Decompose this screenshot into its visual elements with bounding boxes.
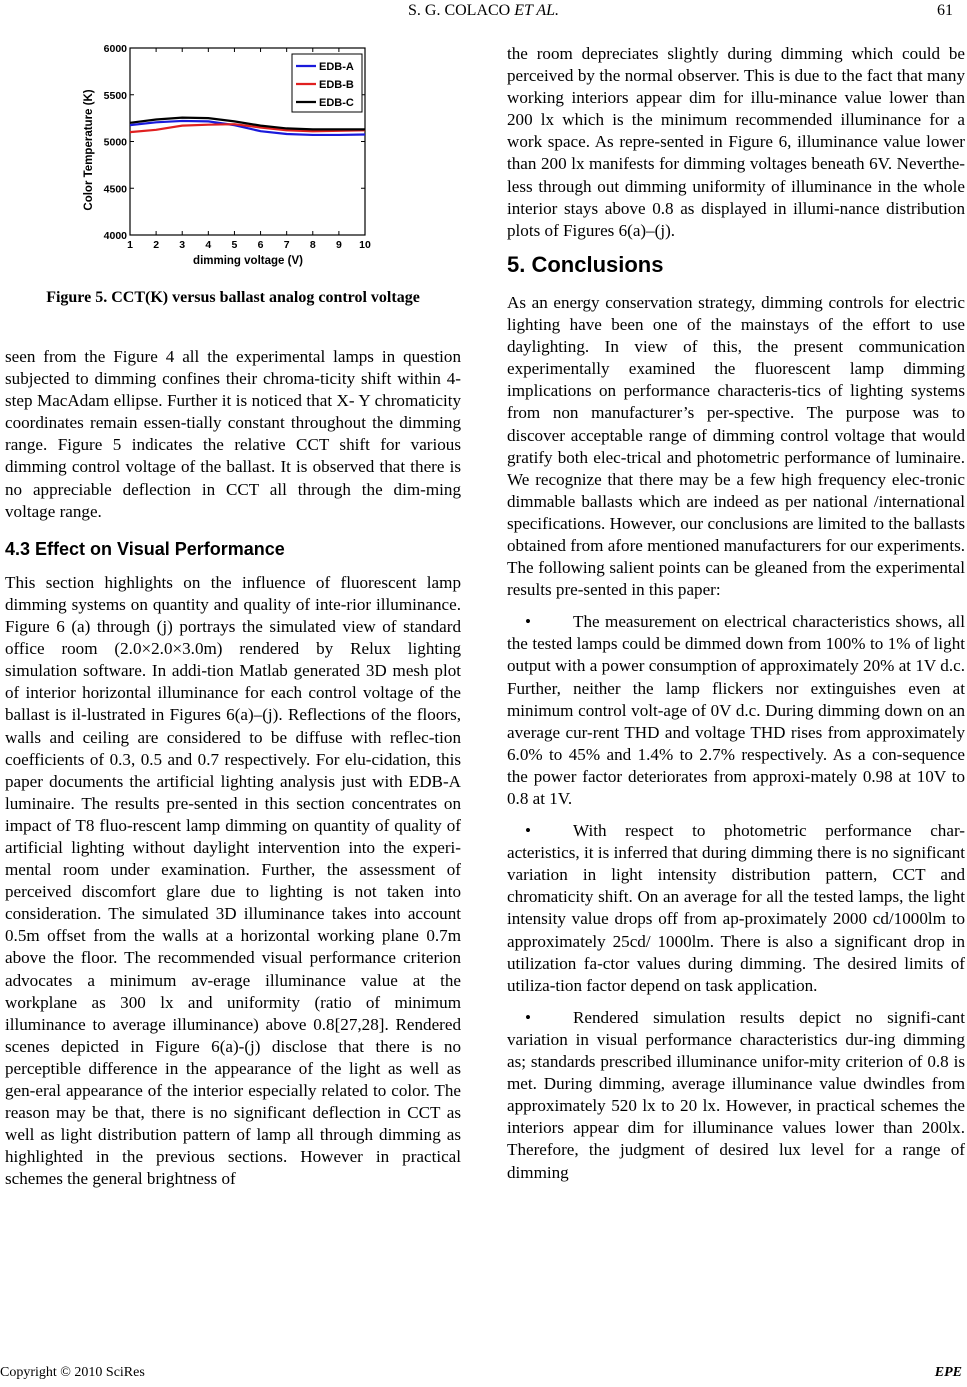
footer-journal: EPE: [934, 1365, 962, 1380]
x-axis-label: dimming voltage (V): [193, 255, 303, 267]
x-tick-label: 9: [335, 239, 342, 251]
x-tick-label: 1: [127, 239, 133, 251]
bullet-item-visual: [507, 1007, 965, 1184]
right-paragraph-2: As an energy conservation strategy, dimming controls for electric lighting have been one of the mainstays of the effort to use daylighting. In view of this, the present communication experimentally examined the fluorescent lamp dimming implications on performance characteris-tics of lighting systems from non manufacturer’s per-spective. The purpose was to discover acceptable range of dimming control voltage that would gratify both elec-trical and photometric performance of luminaire. We recognize that there may be a few high frequency elec-tronic dimmable ballasts which are indeed as per national /international specifications. However, our conclusions are limited to the ballasts obtained from afore mentioned manufacturers for our experiments. The following salient points can be gleaned from the experimental results pre-sented in this paper:: [507, 292, 965, 600]
y-tick-label: 5500: [103, 89, 127, 102]
legend-label: EDB-B: [319, 79, 354, 91]
bullet-text-1: The measurement on electrical characteristics shows, all the tested lamps could be dimmed down from 100% to 1% of light output with a power consumption of approximately 20% at 1V d.c. Further, neither the lamp flickers nor extinguishes even at minimum control volt-age of 0V d.c. During dimming down on an average cur-rent THD and voltage THD rises from approximately 6.0% to 45% and 1.4% to 2.7% respectively. As a con-sequence the power factor deteriorates from approxi-mately 0.98 at 10V to 0.8 at 1V.: [507, 612, 965, 808]
header-et-al: ET AL.: [514, 2, 559, 19]
legend-label: EDB-C: [319, 97, 354, 109]
cct-line-chart: [70, 38, 380, 268]
figure-5-chart: [70, 38, 380, 268]
x-tick-label: 4: [205, 239, 212, 251]
x-tick-label: 6: [257, 239, 264, 251]
x-tick-label: 8: [309, 239, 316, 251]
y-tick-label: 4500: [103, 183, 127, 196]
bullet-item-electrical: [507, 611, 965, 810]
legend-label: EDB-A: [319, 61, 354, 73]
bullet-text-2: With respect to photometric performance char-acteristics, it is inferred that during dimming there is no significant variation in light intensity distribution pattern, CCT and chromaticity shift. On an average for all the tested lamps, the light intensity value drops off from ap-proximately 2000 cd/1000lm to approximately 25cd/ 1000lm. There is also a significant drop in utilization fa-ctor values during dimming. The desired limits of utiliza-tion factor depend on task application.: [507, 821, 965, 995]
page-number: 61: [937, 2, 953, 19]
right-column: [507, 43, 965, 1184]
figure-caption: Figure 5. CCT(K) versus ballast analog control voltage: [46, 289, 420, 306]
x-tick-label: 3: [179, 239, 186, 251]
running-header: [0, 2, 967, 20]
left-column: [5, 346, 461, 1190]
bullet-item-photometric: [507, 820, 965, 997]
x-tick-label: 5: [231, 239, 238, 251]
bullet-icon: •: [525, 821, 531, 841]
footer-copyright: Copyright © 2010 SciRes: [0, 1365, 145, 1380]
x-tick-label: 7: [283, 239, 290, 251]
bullet-text-3: Rendered simulation results depict no signifi-cant variation in visual performance characteristics dur-ing dimming as; standards prescribed illuminance unifor-mity criterion of 0.8 is met. During dimming, average illuminance value dwindles from approximately 520 lx to 20 lx. However, in practical schemes the interiors appear dim for illuminance values lower than 200lx. Therefore, the judgment of desired lux level for a range of dimming: [507, 1007, 965, 1182]
left-paragraph-2: This section highlights on the influence of fluorescent lamp dimming systems on quantity and quality of inte-rior illuminance. Figure 6 (a) through (j) portrays the simulated view of standard office room (2.0×2.0×3.0m) rendered by Relux lighting simulation software. In addi-tion Matlab generated 3D mesh plot of interior horizontal illuminance for each control voltage of the ballast is il-lustrated in Figures 6(a)–(j). Reflections of the floors, walls and ceiling are considered to be diffuse with reflec-tion coefficients of 0.3, 0.5 and 0.7 respectively. For elu-cidation, this paper documents the artificial lighting analysis just with EDB-A luminaire. The results pre-sented in this section concentrates on impact of T8 fluo-rescent lamp dimming on quantity of quality of artificial lighting without daylight intervention into the experi-mental room under examination. Further, the assessment of perceived discomfort glare due to lighting is not taken into consideration. The simulated 3D illuminance takes into account 0.5m offset from the walls at a horizontal working plane 0.7m above the floor. The recommended visual performance criterion advocates a minimum av-erage illuminance value at the workplane as 300 lx and uniformity (ratio of minimum illuminance to average illuminance) above 0.8[27,28]. Rendered scenes depicted in Figure 6(a)-(j) disclose that there is no perceptible difference in the appearance of the light as well as gen-eral appearance of the interior especially related to color. The reason may be that, there is no significant deflection in CCT as well as light distribution pattern of lamp all through dimming as highlighted in the previous sections. However in practical schemes the general brightness of: [5, 572, 461, 1189]
y-tick-label: 6000: [103, 43, 127, 55]
x-tick-label: 2: [153, 239, 160, 251]
bullet-icon: •: [525, 1007, 531, 1027]
right-paragraph-1: the room depreciates slightly during dimming which could be perceived by the normal observer. This is due to the fact that many working interiors appear dim for illu-minance value lower than 200 lx which is the minimum recommended illuminance for a work space. As repre-sented in Figure 6, illuminance value lower than 200 lx manifests for dimming voltages beneath 6V. Neverthe-less through out dimming uniformity of illuminance in the whole interior stays above 0.8 as displayed in illumi-nance distribution plots of Figures 6(a)–(j).: [507, 44, 965, 240]
y-tick-label: 5000: [103, 136, 127, 149]
x-tick-label: 10: [359, 239, 371, 251]
y-axis-label: Color Temperature (K): [83, 89, 95, 211]
header-author-name: S. G. COLACO: [408, 2, 511, 19]
section-heading-4-3: 4.3 Effect on Visual Performance: [5, 538, 285, 559]
y-tick-label: 4000: [103, 230, 127, 242]
section-heading-conclusions: 5. Conclusions: [507, 251, 664, 277]
bullet-icon: •: [525, 612, 531, 632]
left-paragraph-1: seen from the Figure 4 all the experimental lamps in question subjected to dimming confines their chroma-ticity shift within 4-step MacAdam ellipse. Further it is noticed that X- Y chromaticity coordinates remain essen-tially constant throughout the dimming range. Figure 5 indicates the relative CCT shift for various dimming control voltage of the ballast. It is observed that there is no appreciable deflection in CCT all through the dim-ming voltage range.: [5, 347, 461, 521]
